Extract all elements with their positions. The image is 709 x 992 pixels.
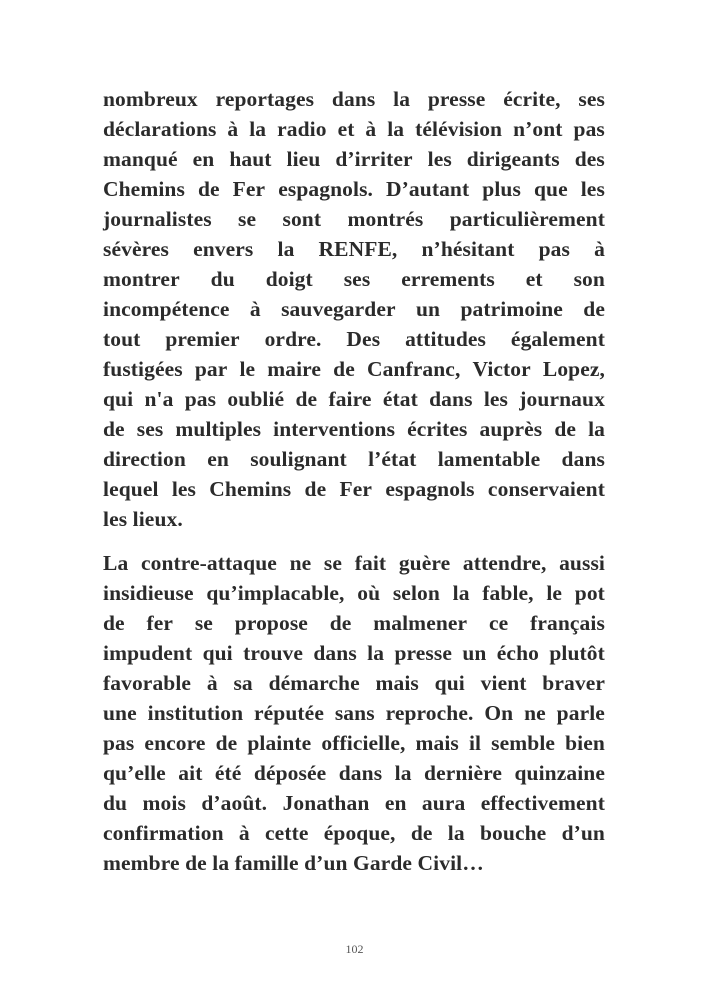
- text-line: journalistes se sont montrés particulièrement: [103, 207, 605, 231]
- text-line: sévères envers la RENFE, n’hésitant pas à: [103, 237, 605, 261]
- text-line: favorable à sa démarche mais qui vient braver: [103, 671, 605, 695]
- text-line: direction en soulignant l’état lamentable dans: [103, 447, 605, 471]
- paragraph-1: [103, 84, 605, 534]
- text-line: les lieux.: [103, 507, 183, 531]
- text-line: La contre-attaque ne se fait guère attendre, aussi: [103, 551, 605, 575]
- text-line: de ses multiples interventions écrites auprès de la: [103, 417, 605, 441]
- text-line: fustigées par le maire de Canfranc, Victor Lopez,: [103, 357, 605, 381]
- text-line: impudent qui trouve dans la presse un écho plutôt: [103, 641, 605, 665]
- text-line: membre de la famille d’un Garde Civil…: [103, 851, 484, 875]
- text-line: déclarations à la radio et à la télévision n’ont pas: [103, 117, 605, 141]
- text-line: tout premier ordre. Des attitudes également: [103, 327, 605, 351]
- text-line: incompétence à sauvegarder un patrimoine de: [103, 297, 605, 321]
- text-line: lequel les Chemins de Fer espagnols conservaient: [103, 477, 605, 501]
- text-line: insidieuse qu’implacable, où selon la fable, le pot: [103, 581, 605, 605]
- paragraph-2: [103, 548, 605, 878]
- text-line: montrer du doigt ses errements et son: [103, 267, 605, 291]
- text-line: du mois d’août. Jonathan en aura effectivement: [103, 791, 605, 815]
- text-line: pas encore de plainte officielle, mais il semble bien: [103, 731, 605, 755]
- text-line: nombreux reportages dans la presse écrite, ses: [103, 87, 605, 111]
- text-line: de fer se propose de malmener ce français: [103, 611, 605, 635]
- text-line: qu’elle ait été déposée dans la dernière quinzaine: [103, 761, 605, 785]
- text-line: une institution réputée sans reproche. On ne parle: [103, 701, 605, 725]
- text-line: Chemins de Fer espagnols. D’autant plus que les: [103, 177, 605, 201]
- text-line: confirmation à cette époque, de la bouche d’un: [103, 821, 605, 845]
- text-line: qui n'a pas oublié de faire état dans les journaux: [103, 387, 605, 411]
- page-number: 102: [345, 942, 364, 956]
- text-line: manqué en haut lieu d’irriter les dirigeants des: [103, 147, 605, 171]
